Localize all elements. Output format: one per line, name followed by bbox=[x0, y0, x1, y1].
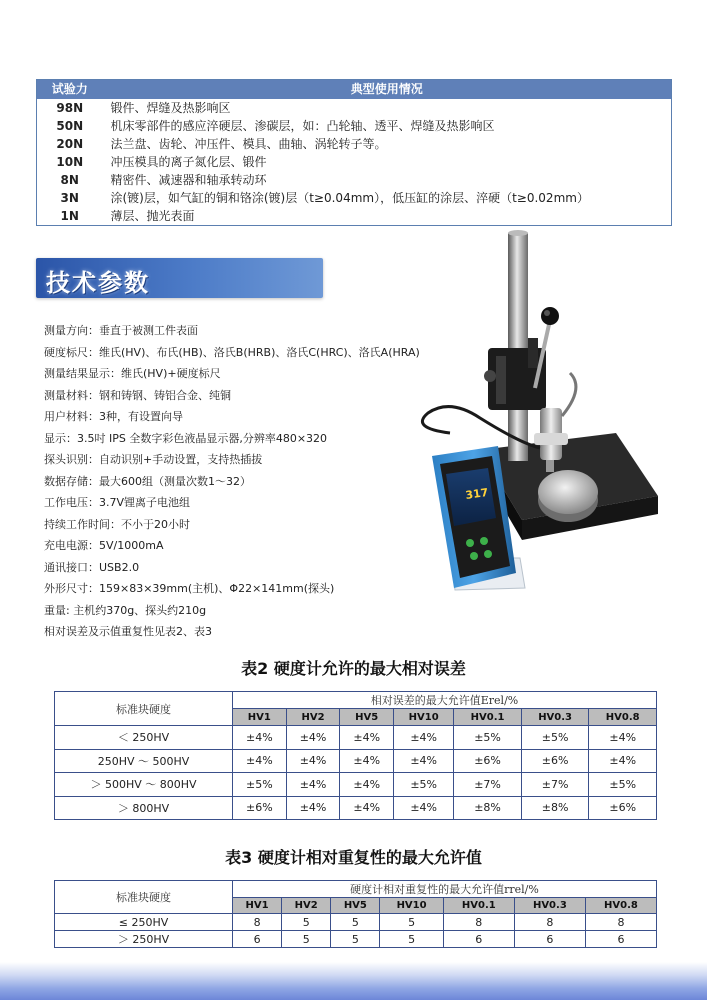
table-cell: 5 bbox=[380, 914, 443, 931]
force-value: 3N bbox=[60, 191, 79, 205]
table-cell: 6 bbox=[443, 931, 514, 948]
table-row bbox=[55, 773, 657, 797]
hv-header: HV2 bbox=[286, 709, 340, 726]
std-block-value: 250HV ～ 500HV bbox=[55, 749, 233, 773]
table-row bbox=[37, 99, 672, 117]
table-cell: ±5% bbox=[454, 726, 522, 750]
table-cell: 5 bbox=[282, 931, 331, 948]
table-cell: 6 bbox=[233, 931, 282, 948]
force-value: 8N bbox=[60, 173, 79, 187]
table-row bbox=[37, 171, 672, 189]
hv-header: HV0.3 bbox=[514, 898, 585, 914]
table-cell: 6 bbox=[514, 931, 585, 948]
usage-text: 薄层、抛光表面 bbox=[110, 209, 195, 223]
usage-text: 机床零部件的感应淬硬层、渗碳层，如：凸轮轴、透平、焊缝及热影响区 bbox=[110, 119, 495, 133]
spec-item: 重量: 主机约370g、探头约210g bbox=[44, 603, 207, 617]
force-value: 50N bbox=[56, 119, 84, 133]
spec-item: 相对误差及示值重复性见表2、表3 bbox=[44, 625, 212, 638]
table-row bbox=[37, 117, 672, 135]
force-usage-table bbox=[36, 79, 672, 226]
std-block-value: ＞ 500HV ～ 800HV bbox=[55, 773, 233, 797]
usage-text: 法兰盘、齿轮、冲压件、模具、曲轴、涡轮转子等。 bbox=[110, 137, 387, 151]
table-cell: ±4% bbox=[340, 796, 394, 820]
spec-item: 工作电压：3.7V锂离子电池组 bbox=[44, 496, 191, 509]
table-header-row bbox=[55, 692, 657, 709]
spec-item: 持续工作时间：不小于20小时 bbox=[44, 517, 190, 531]
table-row bbox=[37, 207, 672, 226]
table-cell: 8 bbox=[514, 914, 585, 931]
table-cell: ±4% bbox=[394, 749, 454, 773]
std-block-value: ＞ 250HV bbox=[55, 931, 233, 948]
table-row bbox=[55, 749, 657, 773]
hv-header: HV10 bbox=[380, 898, 443, 914]
table-cell: ±5% bbox=[233, 773, 287, 797]
std-block-header: 标准块硬度 bbox=[55, 692, 233, 726]
hv-header: HV5 bbox=[340, 709, 394, 726]
device-button-icon bbox=[466, 539, 474, 547]
table-cell: ±4% bbox=[589, 749, 657, 773]
std-block-value: ≤ 250HV bbox=[55, 914, 233, 931]
table-cell: 5 bbox=[282, 914, 331, 931]
std-block-header: 标准块硬度 bbox=[55, 881, 233, 914]
table-cell: 8 bbox=[585, 914, 656, 931]
section-title: 技术参数 bbox=[46, 269, 150, 297]
table-cell: ±4% bbox=[286, 796, 340, 820]
table-cell: ±8% bbox=[454, 796, 522, 820]
table-row bbox=[37, 135, 672, 153]
spec-item: 数据存储：最大600组（测量次数1～32） bbox=[44, 474, 251, 488]
table-cell: 5 bbox=[331, 914, 380, 931]
test-block bbox=[538, 470, 598, 522]
spec-item: 充电电源：5V/1000mA bbox=[44, 539, 164, 552]
table-cell: ±4% bbox=[340, 773, 394, 797]
spec-item: 显示：3.5吋 IPS 全数字彩色液晶显示器,分辨率480×320 bbox=[44, 431, 328, 445]
table-cell: ±4% bbox=[589, 726, 657, 750]
device-button-icon bbox=[484, 550, 492, 558]
spec-list bbox=[44, 320, 464, 643]
std-block-value: ＞ 800HV bbox=[55, 796, 233, 820]
spec-item: 测量材料：钢和铸钢、铸铝合金、纯铜 bbox=[44, 388, 231, 402]
hv-header: HV0.8 bbox=[585, 898, 656, 914]
error-group-header: 相对误差的最大允许值Erel/% bbox=[233, 692, 657, 709]
table-cell: ±8% bbox=[521, 796, 589, 820]
table-cell: ±4% bbox=[286, 726, 340, 750]
spec-item: 探头识别：自动识别+手动设置，支持热插拔 bbox=[44, 453, 263, 466]
device-button-icon bbox=[470, 552, 478, 560]
spec-item: 用户材料：3种，有设置向导 bbox=[44, 410, 183, 423]
table-row bbox=[37, 153, 672, 171]
table-header-row bbox=[55, 881, 657, 898]
table-cell: ±4% bbox=[233, 749, 287, 773]
table-cell: ±4% bbox=[394, 726, 454, 750]
hv-header: HV1 bbox=[233, 898, 282, 914]
table-cell: ±4% bbox=[394, 796, 454, 820]
spec-item: 外形尺寸：159×83×39mm(主机)、Φ22×141mm(探头) bbox=[44, 582, 335, 595]
table3-title: 表3 硬度计相对重复性的最大允许值 bbox=[225, 848, 482, 867]
force-header: 试验力 bbox=[37, 80, 103, 100]
force-value: 20N bbox=[56, 137, 84, 151]
lever-handle bbox=[535, 307, 559, 388]
table-row bbox=[37, 189, 672, 207]
table-cell: 5 bbox=[331, 931, 380, 948]
table-cell: ±6% bbox=[233, 796, 287, 820]
table-cell: ±5% bbox=[521, 726, 589, 750]
spec-item: 通讯接口：USB2.0 bbox=[44, 560, 140, 574]
force-table-header-row bbox=[37, 80, 672, 100]
hv-header: HV2 bbox=[282, 898, 331, 914]
hv-header: HV0.1 bbox=[443, 898, 514, 914]
table-cell: 8 bbox=[233, 914, 282, 931]
table-cell: ±6% bbox=[454, 749, 522, 773]
screen-reading: 317 bbox=[464, 485, 490, 502]
table-cell: ±7% bbox=[521, 773, 589, 797]
usage-text: 涂(镀)层，如气缸的铜和铬涂(镀)层（t≥0.04mm），低压缸的涂层、淬硬（t≥0.02mm） bbox=[110, 191, 589, 205]
table-row bbox=[55, 726, 657, 750]
table-cell: ±4% bbox=[233, 726, 287, 750]
repeatability-group-header: 硬度计相对重复性的最大允许值rrel/% bbox=[233, 881, 657, 898]
hardness-tester-illustration bbox=[410, 228, 660, 608]
repeatability-table bbox=[54, 880, 657, 948]
usage-header: 典型使用情况 bbox=[103, 80, 672, 100]
table-cell: ±5% bbox=[394, 773, 454, 797]
table-cell: ±7% bbox=[454, 773, 522, 797]
hv-header: HV1 bbox=[233, 709, 287, 726]
relative-error-table bbox=[54, 691, 657, 820]
table-cell: 8 bbox=[443, 914, 514, 931]
section-banner bbox=[36, 258, 323, 298]
table-cell: ±4% bbox=[340, 726, 394, 750]
table2-title: 表2 硬度计允许的最大相对误差 bbox=[241, 659, 466, 678]
usage-text: 精密件、减速器和轴承转动环 bbox=[110, 173, 267, 187]
device-button-icon bbox=[480, 537, 488, 545]
force-value: 1N bbox=[60, 209, 79, 223]
spec-item: 硬度标尺：维氏(HV)、布氏(HB)、洛氏B(HRB)、洛氏C(HRC)、洛氏A(HRA) bbox=[44, 345, 420, 359]
force-value: 98N bbox=[56, 101, 84, 115]
hv-header: HV0.3 bbox=[521, 709, 589, 726]
footer-bar bbox=[0, 962, 707, 1000]
force-value: 10N bbox=[56, 155, 84, 169]
hv-header: HV0.1 bbox=[454, 709, 522, 726]
table-cell: ±4% bbox=[286, 749, 340, 773]
table-cell: 6 bbox=[585, 931, 656, 948]
table-row bbox=[55, 914, 657, 931]
hv-header: HV5 bbox=[331, 898, 380, 914]
spec-item: 测量结果显示：维氏(HV)+硬度标尺 bbox=[44, 367, 221, 380]
stand-column bbox=[508, 230, 528, 461]
hv-header: HV10 bbox=[394, 709, 454, 726]
std-block-value: ＜ 250HV bbox=[55, 726, 233, 750]
usage-text: 锻件、焊缝及热影响区 bbox=[110, 101, 231, 115]
table-cell: ±6% bbox=[521, 749, 589, 773]
table-row bbox=[55, 796, 657, 820]
table-row bbox=[55, 931, 657, 948]
table-cell: ±4% bbox=[340, 749, 394, 773]
table-cell: ±6% bbox=[589, 796, 657, 820]
table-cell: 5 bbox=[380, 931, 443, 948]
table-cell: ±5% bbox=[589, 773, 657, 797]
table-cell: ±4% bbox=[286, 773, 340, 797]
hv-header: HV0.8 bbox=[589, 709, 657, 726]
spec-item: 测量方向：垂直于被测工件表面 bbox=[44, 324, 198, 337]
usage-text: 冲压模具的离子氮化层、锻件 bbox=[110, 155, 267, 169]
